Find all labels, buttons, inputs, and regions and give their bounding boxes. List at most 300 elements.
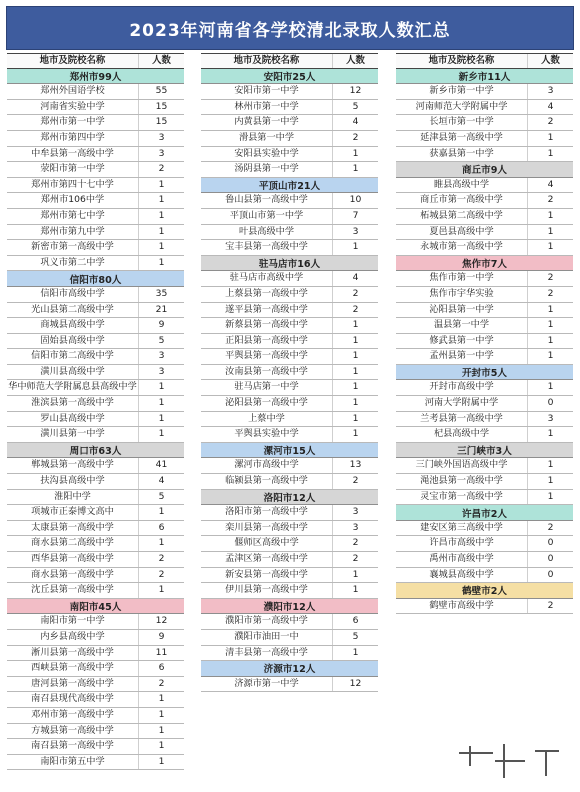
admit-count: 5	[158, 334, 165, 346]
table-row	[7, 303, 184, 319]
admit-count: 0	[547, 568, 554, 580]
table-row	[201, 536, 378, 552]
school-name: 宝丰县第一高级中学	[201, 240, 333, 255]
school-name: 濮阳市第一高级中学	[201, 614, 333, 629]
admit-count: 2	[352, 131, 359, 143]
admit-count: 5	[352, 630, 359, 642]
table-row	[7, 396, 184, 412]
admit-count: 1	[158, 708, 165, 720]
school-name: 沁阳县第一中学	[396, 303, 528, 318]
school-name: 遂平县第一高级中学	[201, 303, 333, 318]
admit-count: 12	[349, 85, 362, 97]
admit-count: 2	[158, 163, 165, 175]
table-row	[396, 178, 573, 194]
table-row	[396, 147, 573, 163]
school-name: 西华县第一高级中学	[7, 552, 139, 567]
school-name: 商城县高级中学	[7, 318, 139, 333]
admit-count: 1	[352, 397, 359, 409]
admit-count: 1	[547, 241, 554, 253]
table-row	[201, 193, 378, 209]
admit-count: 1	[547, 225, 554, 237]
school-name: 新蔡县第一高级中学	[201, 318, 333, 333]
school-name: 固始县高级中学	[7, 334, 139, 349]
table-row	[7, 178, 184, 194]
table-row	[201, 568, 378, 584]
school-name: 杞县高级中学	[396, 427, 528, 442]
admit-count: 1	[547, 131, 554, 143]
admit-count: 3	[158, 350, 165, 362]
admit-count: 1	[547, 350, 554, 362]
admit-count: 0	[547, 537, 554, 549]
table-row	[7, 474, 184, 490]
table-row	[7, 458, 184, 474]
table-row	[201, 646, 378, 662]
table-row	[7, 131, 184, 147]
school-name: 商水县第一高级中学	[7, 568, 139, 583]
city-header: 焦作市7人	[396, 256, 573, 272]
city-header: 漯河市15人	[201, 443, 378, 459]
school-name: 平舆县第一高级中学	[201, 349, 333, 364]
city-header: 周口市63人	[7, 443, 184, 459]
admit-count: 1	[158, 693, 165, 705]
table-row	[201, 427, 378, 443]
school-name: 巩义市第二中学	[7, 256, 139, 271]
table-row	[201, 412, 378, 428]
school-name: 安阳市第一中学	[201, 84, 333, 99]
table-row	[7, 193, 184, 209]
admit-count: 1	[158, 397, 165, 409]
school-name: 三门峡外国语高级中学	[396, 458, 528, 473]
admit-count: 2	[352, 475, 359, 487]
admit-count: 2	[352, 537, 359, 549]
admit-count: 2	[352, 303, 359, 315]
school-name: 方城县第一高级中学	[7, 724, 139, 739]
school-name: 鲁山县第一高级中学	[201, 193, 333, 208]
school-name: 汤阴县第一中学	[201, 162, 333, 177]
school-name: 信阳市高级中学	[7, 287, 139, 302]
school-name: 洛阳市第一高级中学	[201, 505, 333, 520]
admit-count: 1	[158, 537, 165, 549]
city-header: 安阳市25人	[201, 69, 378, 85]
admit-count: 1	[547, 428, 554, 440]
school-name: 新密市第一高级中学	[7, 240, 139, 255]
column-3	[396, 53, 573, 614]
admit-count: 1	[547, 319, 554, 331]
admit-count: 3	[352, 225, 359, 237]
admit-count: 15	[155, 100, 168, 112]
table-row	[396, 568, 573, 584]
school-name: 中牟县第一高级中学	[7, 147, 139, 162]
table-row	[7, 427, 184, 443]
admit-count: 3	[158, 147, 165, 159]
school-name: 扶沟县高级中学	[7, 474, 139, 489]
admit-count: 1	[158, 412, 165, 424]
school-name: 灵宝市第一高级中学	[396, 490, 528, 505]
school-name: 罗山县高级中学	[7, 412, 139, 427]
header-name: 地市及院校名称	[7, 54, 139, 68]
table-row	[7, 256, 184, 272]
school-name: 叶县高级中学	[201, 225, 333, 240]
table-row	[201, 287, 378, 303]
table-row	[396, 490, 573, 506]
table-row	[201, 209, 378, 225]
table-row	[7, 692, 184, 708]
city-header: 三门峡市3人	[396, 443, 573, 459]
table-row	[201, 334, 378, 350]
school-name: 郑州外国语学校	[7, 84, 139, 99]
admit-count: 1	[158, 225, 165, 237]
school-name: 商水县第二高级中学	[7, 536, 139, 551]
school-name: 永城市第一高级中学	[396, 240, 528, 255]
table-row	[396, 225, 573, 241]
table-row	[7, 568, 184, 584]
city-header: 南阳市45人	[7, 599, 184, 615]
school-name: 偃师区高级中学	[201, 536, 333, 551]
admit-count: 1	[158, 381, 165, 393]
school-name: 上蔡县第一高级中学	[201, 287, 333, 302]
school-name: 内黄县第一中学	[201, 115, 333, 130]
admit-count: 41	[155, 459, 168, 471]
school-name: 焦作市第一中学	[396, 271, 528, 286]
table-row	[7, 614, 184, 630]
admit-count: 1	[547, 459, 554, 471]
admit-count: 2	[158, 553, 165, 564]
school-name: 淅川县第一高级中学	[7, 646, 139, 661]
table-row	[396, 599, 573, 615]
school-name: 南阳市第一中学	[7, 614, 139, 629]
admit-count: 1	[352, 334, 359, 346]
school-name: 内乡县高级中学	[7, 630, 139, 645]
school-name: 平舆县实验中学	[201, 427, 333, 442]
school-name: 禹州市高级中学	[396, 552, 528, 567]
school-name: 南召县第一高级中学	[7, 739, 139, 754]
table-row	[7, 755, 184, 771]
admit-count: 9	[158, 319, 165, 331]
column-header	[396, 53, 573, 69]
admit-count: 1	[352, 163, 359, 175]
table-row	[201, 240, 378, 256]
admit-count: 1	[352, 568, 359, 580]
admit-count: 1	[352, 428, 359, 440]
table-row	[396, 84, 573, 100]
table-row	[201, 100, 378, 116]
table-row	[7, 318, 184, 334]
admit-count: 1	[547, 334, 554, 346]
admit-count: 0	[547, 397, 554, 409]
table-row	[396, 100, 573, 116]
header-count: 人数	[541, 55, 560, 66]
table-row	[396, 349, 573, 365]
table-row	[396, 334, 573, 350]
school-name: 项城市正泰博文高中	[7, 505, 139, 520]
school-name: 南召县现代高级中学	[7, 692, 139, 707]
table-row	[201, 115, 378, 131]
school-name: 兰考县第一高级中学	[396, 412, 528, 427]
school-name: 滑县第一中学	[201, 131, 333, 146]
table-row	[201, 349, 378, 365]
school-name: 潢川县高级中学	[7, 365, 139, 380]
column-1	[7, 53, 184, 770]
admit-count: 9	[158, 630, 165, 642]
school-name: 淮阳中学	[7, 490, 139, 505]
table-row	[7, 380, 184, 396]
admit-count: 1	[547, 475, 554, 487]
school-name: 临颍县第一高级中学	[201, 474, 333, 489]
admit-count: 1	[352, 241, 359, 253]
school-name: 河南大学附属中学	[396, 396, 528, 411]
school-name: 郑州市第一中学	[7, 115, 139, 130]
table-row	[7, 225, 184, 241]
school-name: 信阳市第二高级中学	[7, 349, 139, 364]
admit-count: 1	[352, 147, 359, 159]
table-row	[396, 131, 573, 147]
table-row	[201, 225, 378, 241]
school-name: 驻马店第一中学	[201, 380, 333, 395]
table-row	[7, 287, 184, 303]
school-name: 获嘉县第一中学	[396, 147, 528, 162]
school-name: 开封市高级中学	[396, 380, 528, 395]
table-row	[7, 365, 184, 381]
admit-count: 1	[158, 241, 165, 253]
school-name: 孟津区第一高级中学	[201, 552, 333, 567]
table-row	[201, 147, 378, 163]
table-row	[396, 412, 573, 428]
table-row	[396, 536, 573, 552]
header-count: 人数	[346, 55, 365, 66]
school-name: 温县第一中学	[396, 318, 528, 333]
admit-count: 4	[352, 272, 359, 284]
school-name: 邓州市第一高级中学	[7, 708, 139, 723]
table-row	[7, 240, 184, 256]
admit-count: 1	[547, 303, 554, 315]
school-name: 驻马店市高级中学	[201, 271, 333, 286]
table-row	[7, 115, 184, 131]
table-row	[7, 349, 184, 365]
school-name: 郑州市第四十七中学	[7, 178, 139, 193]
school-name: 济源市第一中学	[201, 677, 333, 692]
admit-count: 1	[158, 506, 165, 518]
watermark-mark	[455, 742, 565, 782]
admit-count: 1	[352, 381, 359, 393]
table-row	[7, 739, 184, 755]
city-header: 济源市12人	[201, 661, 378, 677]
table-row	[7, 708, 184, 724]
city-header: 许昌市2人	[396, 505, 573, 521]
admit-count: 5	[158, 490, 165, 502]
school-name: 新安县第一高级中学	[201, 568, 333, 583]
admit-count: 1	[158, 755, 165, 767]
table-row	[396, 303, 573, 319]
admit-count: 10	[349, 194, 362, 206]
admit-count: 2	[547, 599, 554, 611]
table-row	[396, 458, 573, 474]
page-title: 2023年河南省各学校清北录取人数汇总	[6, 6, 574, 50]
admit-count: 1	[352, 350, 359, 362]
admit-count: 2	[352, 553, 359, 564]
table-row	[201, 318, 378, 334]
table-row	[201, 458, 378, 474]
table-row	[396, 209, 573, 225]
school-name: 柘城县第二高级中学	[396, 209, 528, 224]
school-name: 焦作市宇华实验	[396, 287, 528, 302]
school-name: 清丰县第一高级中学	[201, 646, 333, 661]
admit-count: 2	[547, 521, 554, 533]
school-name: 西峡县第一高级中学	[7, 661, 139, 676]
city-header: 新乡市11人	[396, 69, 573, 85]
admit-count: 55	[155, 85, 168, 97]
school-name: 新乡市第一中学	[396, 84, 528, 99]
admit-count: 2	[352, 287, 359, 299]
city-header: 驻马店市16人	[201, 256, 378, 272]
school-name: 安阳县实验中学	[201, 147, 333, 162]
admit-count: 3	[158, 131, 165, 143]
table-row	[7, 521, 184, 537]
table-row	[7, 209, 184, 225]
school-name: 郑州市第四中学	[7, 131, 139, 146]
admit-count: 1	[352, 646, 359, 658]
school-name: 漯河市高级中学	[201, 458, 333, 473]
admit-count: 1	[547, 381, 554, 393]
table-row	[7, 724, 184, 740]
admit-count: 2	[547, 194, 554, 206]
column-header	[7, 53, 184, 69]
table-row	[7, 661, 184, 677]
school-name: 河南师范大学附属中学	[396, 100, 528, 115]
admit-count: 2	[547, 272, 554, 284]
admit-count: 2	[158, 677, 165, 689]
school-name: 伊川县第一高级中学	[201, 583, 333, 598]
admit-count: 4	[547, 100, 554, 112]
school-name: 渑池县第一高级中学	[396, 474, 528, 489]
table-row	[7, 334, 184, 350]
table-row	[7, 630, 184, 646]
admit-count: 13	[349, 459, 362, 471]
table-row	[396, 318, 573, 334]
admit-count: 21	[155, 303, 168, 315]
table-row	[7, 677, 184, 693]
school-name: 长垣市第一中学	[396, 115, 528, 130]
admit-count: 1	[352, 412, 359, 424]
school-name: 修武县第一中学	[396, 334, 528, 349]
school-name: 夏邑县高级中学	[396, 225, 528, 240]
admit-count: 2	[547, 287, 554, 299]
admit-count: 7	[352, 209, 359, 221]
table-row	[396, 427, 573, 443]
school-name: 南阳市第五中学	[7, 755, 139, 770]
admit-count: 3	[547, 85, 554, 97]
table-row	[7, 100, 184, 116]
table-row	[7, 536, 184, 552]
admit-count: 1	[547, 209, 554, 221]
school-name: 襄城县高级中学	[396, 568, 528, 583]
table-row	[396, 474, 573, 490]
admit-count: 2	[158, 568, 165, 580]
school-name: 许昌市高级中学	[396, 536, 528, 551]
table-row	[201, 583, 378, 599]
admit-count: 1	[158, 178, 165, 190]
school-name: 延津县第一高级中学	[396, 131, 528, 146]
school-name: 郑州市第七中学	[7, 209, 139, 224]
column-2	[201, 53, 378, 692]
school-name: 睢县高级中学	[396, 178, 528, 193]
admit-count: 1	[352, 319, 359, 331]
header-name: 地市及院校名称	[201, 54, 333, 68]
city-header: 郑州市99人	[7, 69, 184, 85]
school-name: 上蔡中学	[201, 412, 333, 427]
admit-count: 4	[547, 178, 554, 190]
school-name: 建安区第三高级中学	[396, 521, 528, 536]
school-name: 华中师范大学附属息县高级中学	[7, 380, 139, 395]
school-name: 太康县第一高级中学	[7, 521, 139, 536]
admit-count: 15	[155, 116, 168, 128]
school-name: 栾川县第一高级中学	[201, 521, 333, 536]
school-name: 郸城县第一高级中学	[7, 458, 139, 473]
school-name: 濮阳市油田一中	[201, 630, 333, 645]
school-name: 林州市第一中学	[201, 100, 333, 115]
admit-count: 11	[155, 646, 168, 658]
school-name: 光山县第二高级中学	[7, 303, 139, 318]
school-name: 正阳县第一高级中学	[201, 334, 333, 349]
school-name: 荥阳市第一中学	[7, 162, 139, 177]
school-name: 唐河县第一高级中学	[7, 677, 139, 692]
table-row	[396, 115, 573, 131]
admit-count: 12	[155, 615, 168, 627]
city-header: 濮阳市12人	[201, 599, 378, 615]
column-header	[201, 53, 378, 69]
admit-count: 1	[158, 194, 165, 206]
table-row	[396, 396, 573, 412]
school-name: 潢川县第一中学	[7, 427, 139, 442]
admit-count: 6	[158, 521, 165, 533]
admit-count: 3	[547, 412, 554, 424]
city-header: 开封市5人	[396, 365, 573, 381]
table-row	[7, 552, 184, 568]
table-row	[396, 521, 573, 537]
admit-count: 1	[158, 209, 165, 221]
school-name: 汝南县第一高级中学	[201, 365, 333, 380]
admit-count: 1	[158, 256, 165, 268]
table-row	[201, 365, 378, 381]
table-row	[201, 131, 378, 147]
admit-count: 1	[158, 428, 165, 440]
school-name: 沈丘县第一高级中学	[7, 583, 139, 598]
admit-count: 6	[352, 615, 359, 627]
city-header: 洛阳市12人	[201, 490, 378, 506]
table-row	[201, 552, 378, 568]
admit-count: 1	[158, 724, 165, 736]
table-row	[396, 380, 573, 396]
table-row	[201, 162, 378, 178]
table-row	[7, 646, 184, 662]
table-row	[201, 396, 378, 412]
table-row	[396, 287, 573, 303]
school-name: 孟州县第一中学	[396, 349, 528, 364]
admit-count: 1	[158, 584, 165, 596]
city-header: 平顶山市21人	[201, 178, 378, 194]
admit-count: 1	[352, 365, 359, 377]
header-count: 人数	[152, 55, 171, 66]
header-name: 地市及院校名称	[396, 54, 528, 68]
table-row	[201, 630, 378, 646]
admit-count: 1	[547, 490, 554, 502]
school-name: 平顶山市第一中学	[201, 209, 333, 224]
admit-count: 1	[547, 147, 554, 159]
admit-count: 4	[158, 475, 165, 487]
city-header: 商丘市9人	[396, 162, 573, 178]
admit-count: 6	[158, 662, 165, 674]
table-row	[396, 193, 573, 209]
school-name: 鹤壁市高级中学	[396, 599, 528, 614]
